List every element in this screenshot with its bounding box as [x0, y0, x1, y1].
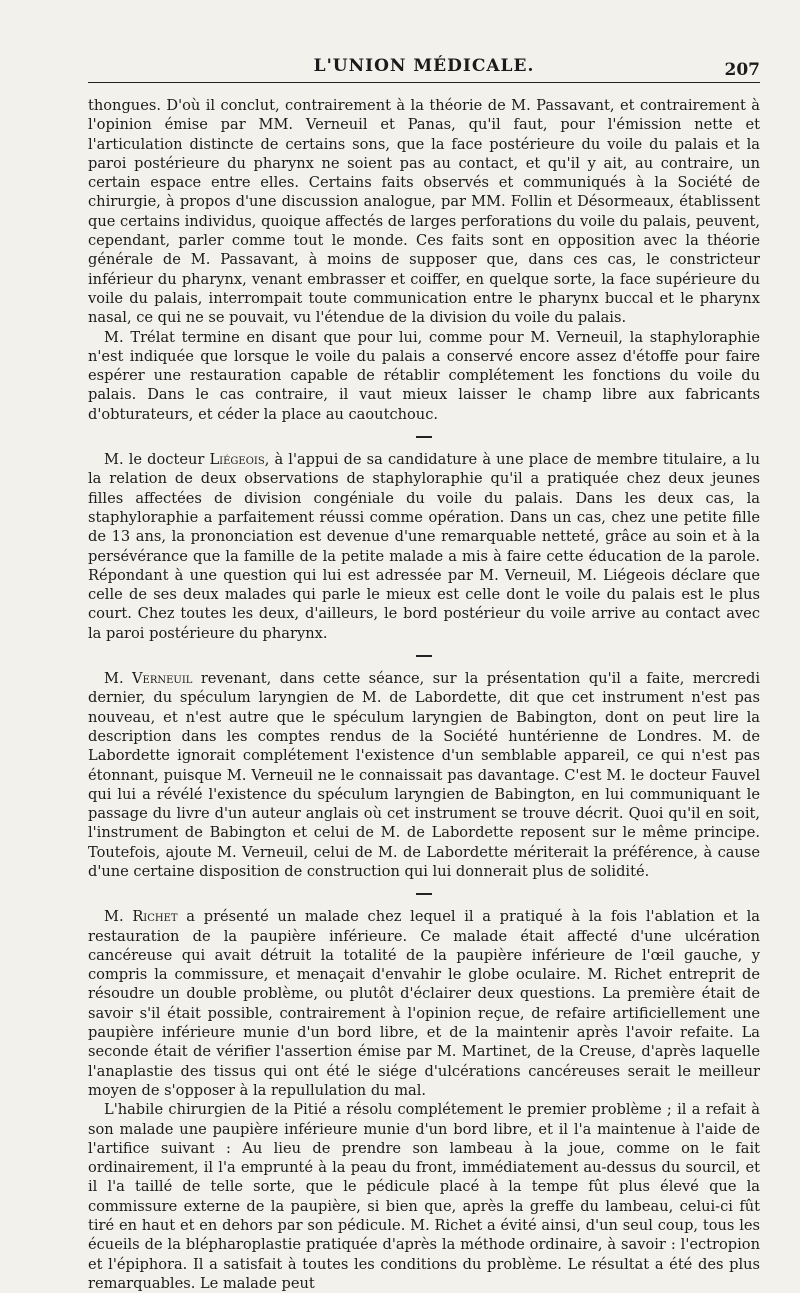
- speaker-name: Richet: [132, 908, 178, 926]
- page-number: 207: [724, 60, 760, 80]
- paragraph-verneuil: [88, 669, 760, 881]
- paragraph-lead: M. le docteur: [104, 451, 210, 469]
- paragraph-richet: [88, 907, 760, 1100]
- paragraph-body: a présenté un malade chez lequel il a pratiqué à la fois l'ablation et la restauration de la paupière inférieure. Ce malade était affecté d'une ulcération cancéreuse qui avait détruit la totalité de la paupière inférieure de l'œil gauche, y compris la commissure, et menaçait d'envahir le globe oculaire. M. Richet entreprit de résoudre un double problème, ou plutôt d'éclairer deux questions. La première était de savoir s'il était possible, contrairement à l'opinion reçue, de refaire artificiellement une paupière inférieure munie d'un bord libre, et de la maintenir après l'avoir refaite. La seconde était de vérifier l'assertion émise par M. Martinet, de la Creuse, d'après laquelle l'anaplastie des tissus qui ont été le siége d'ulcérations cancéreuses serait le meilleur moyen de s'opposer à la repullulation du mal.: [88, 908, 761, 1099]
- paragraph-liegeois: [88, 450, 760, 643]
- paragraph-lead: M.: [104, 670, 132, 688]
- paragraph-body: revenant, dans cette séance, sur la présentation qu'il a faite, mercredi dernier, du spéculum laryngien de M. de Labordette, dit que cet instrument n'est pas nouveau, et n'est autre que le spéculum laryngien de Babington, dont on peut lire la description dans les comptes rendus de la Société huntérienne de Londres. M. de Labordette ignorait complétement l'existence d'un semblable appareil, ce qui n'est pas étonnant, puisque M. Verneuil ne le connaissait pas davantage. C'est M. le docteur Fauvel qui lui a révélé l'existence du spéculum laryngien de Babington, en lui communiquant le passage du livre d'un auteur anglais où cet instrument se trouve décrit. Quoi qu'il en soit, l'instrument de Babington et celui de M. de Labordette reposent sur le même principe. Toutefois, ajoute M. Verneuil, celui de M. de Labordette mériterait la préférence, à cause d'une certaine disposition de construction qui lui donnerait plus de solidité.: [88, 670, 760, 880]
- paragraph-blepharoplasty: L'habile chirurgien de la Pitié a résolu complétement le premier problème ; il a refait à son malade une paupière inférieure munie d'un bord libre, et il l'a maintenue à l'aide de l'artifice suivant : Au lieu de prendre son lambeau à la joue, comme on le fait ordinairement, il l'a emprunté à la peau du front, immédiatement au-dessus du sourcil, et il l'a taillé de telle sorte, que le pédicule placé à la tempe fût plus élevé que la commissure externe de la paupière, si bien que, après la greffe du lambeau, celui-ci fût tiré en haut et en dehors par son pédicule. M. Richet a évité ainsi, d'un seul coup, tous les écueils de la blépharoplastie pratiquée d'après la méthode ordinaire, à savoir : l'ectropion et l'épiphora. Il a satisfait à toutes les conditions du problème. Le résultat a été des plus remarquables. Le malade peut: [88, 1101, 760, 1292]
- paragraph-trelat: M. Trélat termine en disant que pour lui, comme pour M. Verneuil, la staphyloraphie n'est indiquée que lorsque le voile du palais a conservé encore assez d'étoffe pour faire espérer une restauration capable de rétablir complétement les fonctions du voile du palais. Dans le cas contraire, il vaut mieux laisser le champ libre aux fabricants d'obturateurs, et céder la place au caoutchouc.: [88, 328, 760, 423]
- page-header: [88, 52, 760, 88]
- paragraph-passavant-theory: thongues. D'où il conclut, contrairement à la théorie de M. Passavant, et contrairement à l'opinion émise par MM. Verneuil et Panas, qu'il faut, pour l'émission nette et l'articulation distincte de certains sons, que la face postérieure du voile du palais et la paroi postérieure du pharynx ne soient pas au contact, et qu'il y ait, au contraire, un certain espace entre elles. Certains faits observés et communiqués à la Société de chirurgie, à propos d'une discussion analogue, par MM. Follin et Désormeaux, établissent que certains individus, quoique affectés de larges perforations du voile du palais, peuvent, cependant, parler comme tout le monde. Ces faits sont en opposition avec la théorie générale de M. Passavant, à moins de supposer que, dans ces cas, le constricteur inférieur du pharynx, venant embrasser et coiffer, en quelque sorte, la face supérieure du voile du palais, interrompait toute communication entre le pharynx buccal et le pharynx nasal, ce qui ne se pouvait, vu l'étendue de la division du voile du palais.: [88, 97, 760, 327]
- speaker-name: Liégeois: [209, 451, 265, 469]
- article-body: [88, 96, 760, 1293]
- header-rule: [88, 82, 760, 83]
- speaker-name: Verneuil: [131, 670, 193, 688]
- paragraph-body: , à l'appui de sa candidature à une place de membre titulaire, a lu la relation de deux observations de staphyloraphie qu'il a pratiquée chez deux jeunes filles affectées de division congéniale du voile du palais. Dans les deux cas, la staphyloraphie a parfaitement réussi comme opération. Dans un cas, chez une petite fille de 13 ans, la prononciation est devenue d'une remarquable netteté, grâce au soin et à la persévérance que la famille de la petite malade a mis à faire cette éducation de la parole. Répondant à une question qui lui est adressée par M. Verneuil, M. Liégeois déclare que celle de ses deux malades qui parle le mieux est celle dont le voile du palais est le plus court. Chez toutes les deux, d'ailleurs, le bord postérieur du voile arrive au contact avec la paroi postérieure du pharynx.: [88, 451, 760, 642]
- section-separator: [416, 893, 432, 895]
- section-separator: [416, 655, 432, 657]
- paragraph-lead: M.: [104, 908, 133, 926]
- running-title: L'UNION MÉDICALE.: [313, 56, 535, 76]
- section-separator: [416, 436, 432, 438]
